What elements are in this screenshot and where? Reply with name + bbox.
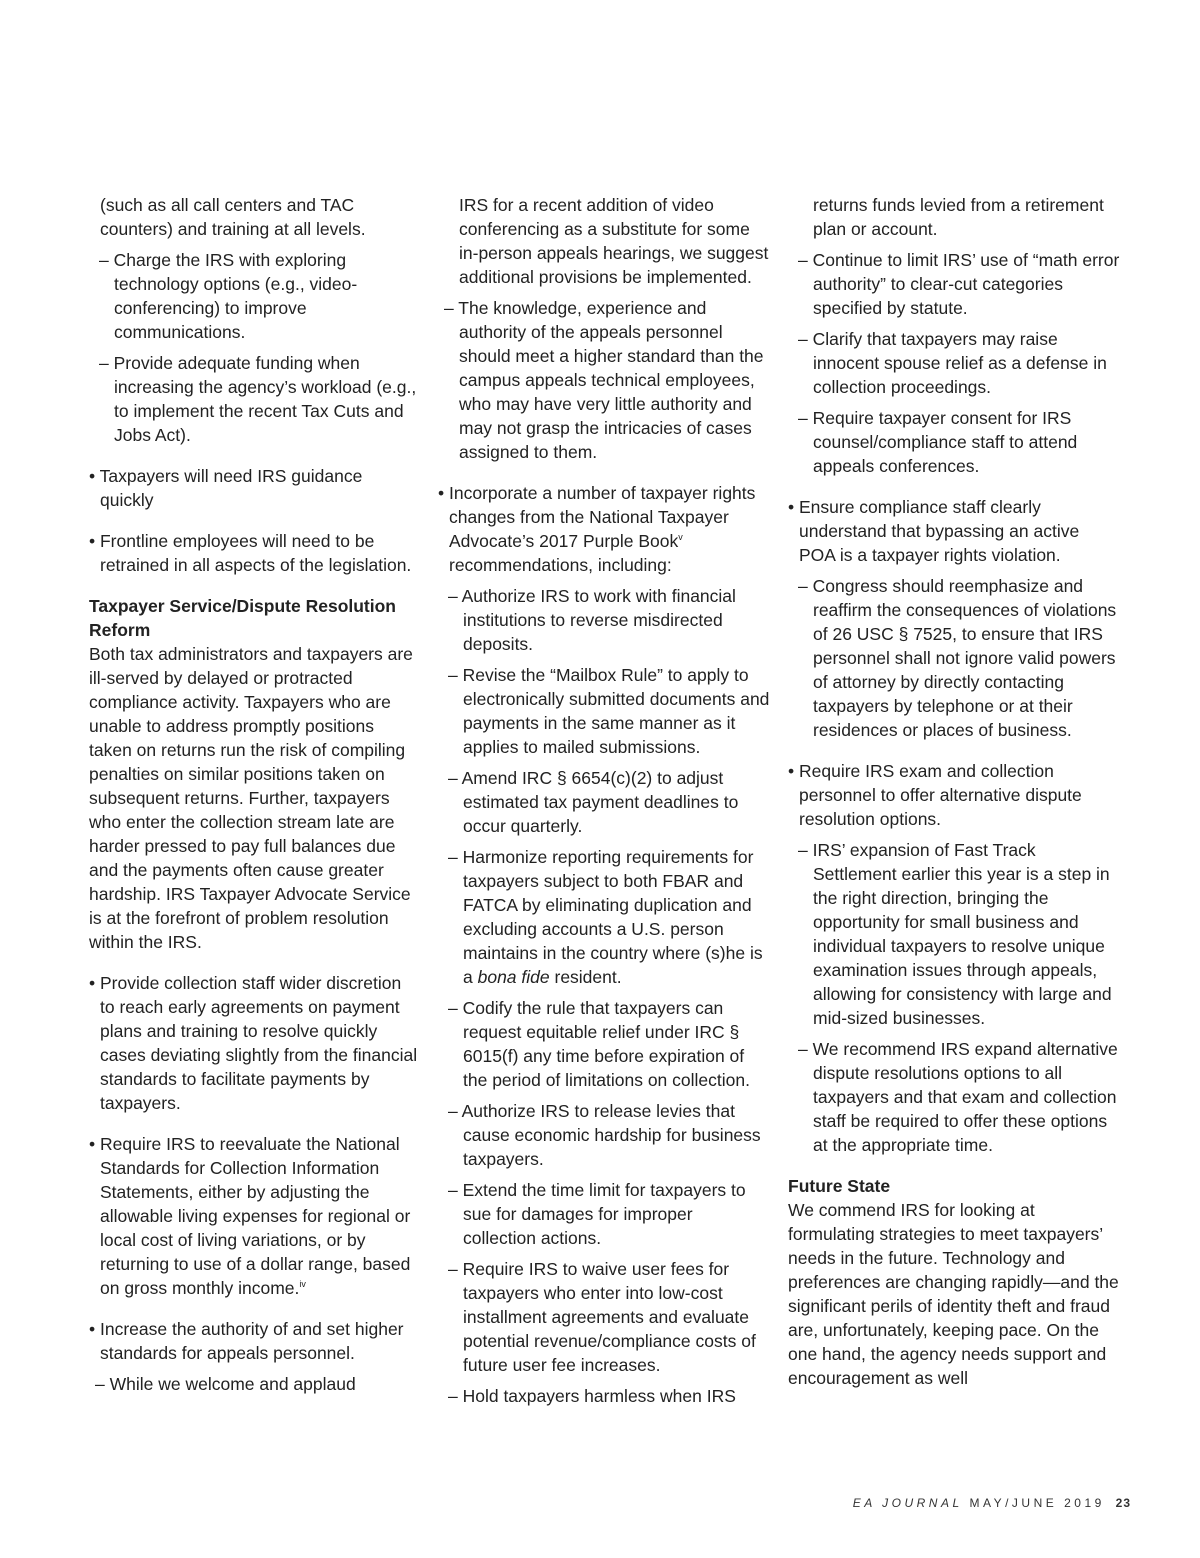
dash-text-tail: resident.	[549, 967, 622, 987]
column-3	[788, 193, 1120, 1390]
bullet-item: • Provide collection staff wider discretion to reach early agreements on payment plans and training to resolve quickly cases deviating slightly from the financial standards to facilitate payments by taxpayers.	[89, 973, 418, 1113]
dash-item: – Extend the time limit for taxpayers to sue for damages for improper collection actions.	[448, 1180, 746, 1248]
bullet-text: • Require IRS to reevaluate the National Standards for Collection Information Statements, either by adjusting the allowable living expenses for regional or local cost of living variations, or by returning to use of a dollar range, based on gross monthly income.	[89, 1134, 411, 1298]
dash-item: – Hold taxpayers harmless when IRS	[448, 1386, 736, 1406]
dash-item: – Require taxpayer consent for IRS counsel/compliance staff to attend appeals conferences.	[798, 408, 1078, 476]
dash-item: – Charge the IRS with exploring technology options (e.g., video-conferencing) to improve communications.	[99, 250, 358, 342]
dash-item: – Provide adequate funding when increasing the agency’s workload (e.g., to implement the recent Tax Cuts and Jobs Act).	[99, 353, 417, 445]
dash-item: – Require IRS to waive user fees for taxpayers who enter into low-cost installment agreements and evaluate potential revenue/compliance costs of future user fee increases.	[448, 1259, 756, 1375]
bullet-item: • Taxpayers will need IRS guidance quickly	[89, 466, 363, 510]
dash-item: – Authorize IRS to work with financial institutions to reverse misdirected deposits.	[448, 586, 736, 654]
dash-item: – Amend IRC § 6654(c)(2) to adjust estimated tax payment deadlines to occur quarterly.	[448, 768, 739, 836]
dash-item: – We recommend IRS expand alternative dispute resolutions options to all taxpayers and that exam and collection staff be required to offer these options at the appropriate time.	[798, 1039, 1118, 1155]
bullet-item: • Increase the authority of and set higher standards for appeals personnel.	[89, 1319, 404, 1363]
dash-item: – Revise the “Mailbox Rule” to apply to electronically submitted documents and payments in the same manner as it applies to mailed submissions.	[448, 665, 770, 757]
dash-item: – Congress should reemphasize and reaffirm the consequences of violations of 26 USC § 7525, to ensure that IRS personnel shall not ignore valid powers of attorney by directly contacting taxpayers by telephone or at their residences or places of business.	[798, 576, 1117, 740]
body-paragraph: Both tax administrators and taxpayers are ill-served by delayed or protracted compliance activity. Taxpayers who are unable to address promptly positions taken on returns run the risk of compiling penalties on similar positions taken on subsequent returns. Further, taxpayers who enter the collection stream late are harder pressed to pay full balances due and the payments often cause greater hardship. IRS Taxpayer Advocate Service is at the forefront of problem resolution within the IRS.	[89, 644, 413, 952]
dash-item: – IRS’ expansion of Fast Track Settlement earlier this year is a step in the right direction, bringing the opportunity for small business and individual taxpayers to resolve unique examination issues through appeals, allowing for consistency with large and mid-sized businesses.	[798, 840, 1112, 1028]
dash-item: – Continue to limit IRS’ use of “math error authority” to clear-cut categories specified by statute.	[798, 250, 1120, 318]
body-paragraph: We commend IRS for looking at formulating strategies to meet taxpayers’ needs in the future. Technology and preferences are changing rapidly—and the significant perils of identity theft and fraud are, unfortunately, keeping pace. On the one hand, the agency needs support and encouragement as well	[788, 1200, 1119, 1388]
section-heading: Taxpayer Service/Dispute Resolution Reform	[89, 596, 397, 640]
bullet-text-tail: recommendations, including:	[449, 555, 672, 575]
column-2	[438, 193, 770, 1408]
continued-text: returns funds levied from a retirement plan or account.	[813, 195, 1104, 239]
bullet-item	[438, 481, 770, 577]
footnote-marker: v	[678, 532, 683, 543]
bullet-item: • Ensure compliance staff clearly understand that bypassing an active POA is a taxpayer rights violation.	[788, 497, 1080, 565]
magazine-name: EA JOURNAL	[852, 1496, 963, 1510]
dash-item	[438, 845, 770, 989]
section-heading: Future State	[788, 1176, 891, 1196]
bullet-item: • Require IRS exam and collection personnel to offer alternative dispute resolution options.	[788, 761, 1082, 829]
dash-text: – Harmonize reporting requirements for taxpayers subject to both FBAR and FATCA by eliminating duplication and excluding accounts a U.S. person maintains in the country where (s)he is a	[448, 847, 763, 987]
footnote-marker: iv	[299, 1279, 306, 1290]
page-footer	[853, 1496, 1131, 1510]
page-number: 23	[1115, 1496, 1131, 1510]
bullet-item: • Frontline employees will need to be retrained in all aspects of the legislation.	[89, 531, 412, 575]
dash-item: – Codify the rule that taxpayers can request equitable relief under IRC § 6015(f) any time before expiration of the period of limitations on collection.	[448, 998, 750, 1090]
bullet-item	[89, 1132, 419, 1300]
dash-item: – Authorize IRS to release levies that cause economic hardship for business taxpayers.	[448, 1101, 761, 1169]
dash-item: – The knowledge, experience and authority of the appeals personnel should meet a higher standard than the campus appeals technical employees, who may have very little authority and may not grasp the intricacies of cases assigned to them.	[444, 298, 764, 462]
continued-text: IRS for a recent addition of video conferencing as a substitute for some in-person appeals hearings, we suggest additional provisions be implemented.	[459, 195, 769, 287]
bullet-text: • Incorporate a number of taxpayer rights changes from the National Taxpayer Advocate’s 2017 Purple Book	[438, 483, 756, 551]
italic-term: bona fide	[477, 967, 550, 987]
dash-item: – While we welcome and applaud	[95, 1374, 356, 1394]
issue-date: MAY/JUNE 2019	[969, 1496, 1105, 1510]
continued-text: (such as all call centers and TAC counters) and training at all levels.	[100, 195, 366, 239]
column-1	[89, 193, 419, 1396]
dash-item: – Clarify that taxpayers may raise innocent spouse relief as a defense in collection proceedings.	[798, 329, 1107, 397]
